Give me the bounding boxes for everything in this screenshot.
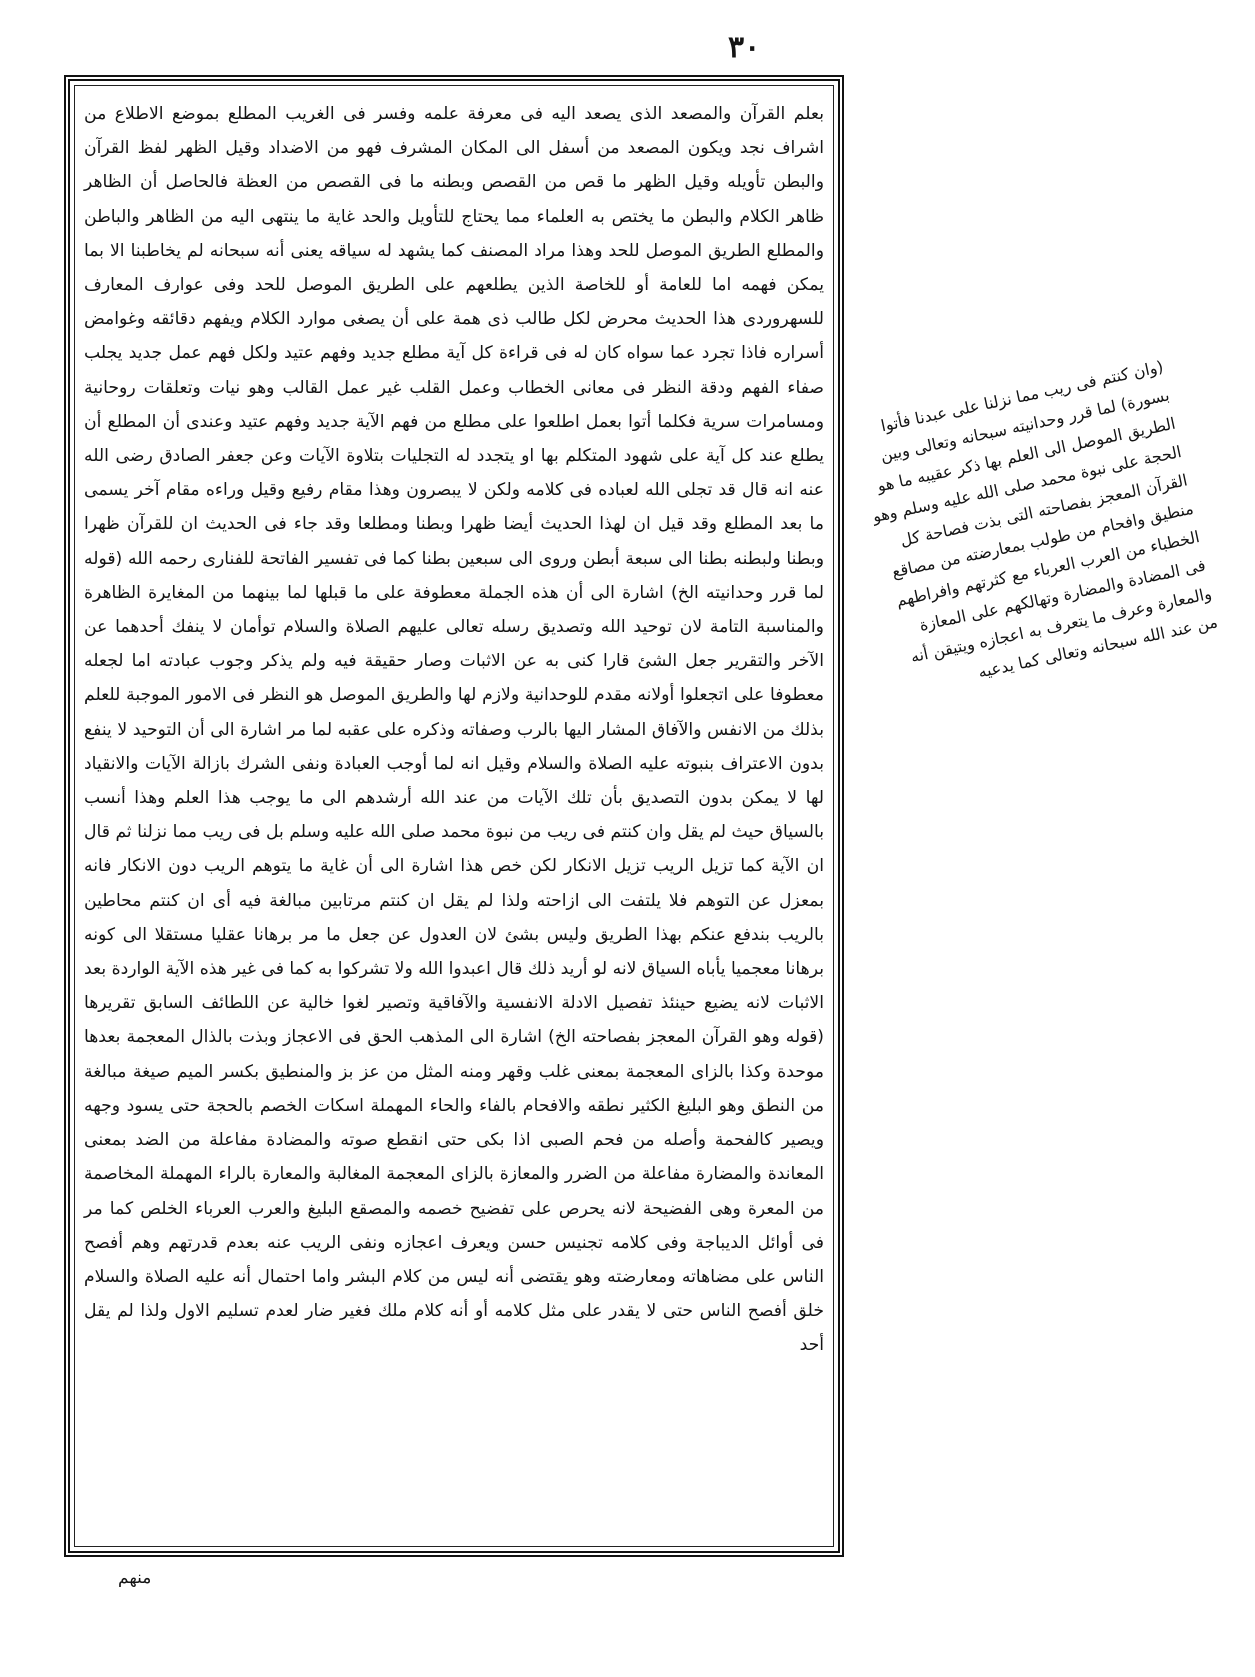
catchword: منهم [118,1568,152,1588]
margin-note: (وان كنتم فى ريب مما نزلنا على عبدنا فأتوا بسورة) لما قرر وحدانيته سبحانه وتعالى وبين الطريق الموصل الى العلم بها ذكر عقيبه ما هو الحجة على نبوة محمد صلى الله عليه وسلم وهو القرآن المعجز بفصاحته التى بذت فصاحة كل منطيق وافحام من طولب بمعارضته من مصاقع الخطباء من العرب العرباء مع كثرتهم وافراطهم فى المضادة والمضارة وتهالكهم على المعازة والمعارة وعرف ما يتعرف به اعجازه ويتيقن أنه من عند الله سبحانه وتعالى كما يدعيه [870,356,1220,682]
text-frame [64,75,844,1557]
main-commentary-text: بعلم القرآن والمصعد الذى يصعد اليه فى معرفة علمه وفسر فى الغريب المطلع بموضع الاطلاع من اشراف نجد ويكون المصعد من أسفل الى المكان المشرف فهو من الاضداد وقيل الظهر لفظ القرآن والبطن تأويله وقيل الظهر ما قص من القصص وبطنه ما فى القصص من العظة فالحاصل أن الظاهر ظاهر الكلام والبطن ما يختص به العلماء مما يحتاج للتأويل والحد غاية ما ينتهى اليه من الظاهر والباطن والمطلع الطريق الموصل للحد وهذا مراد المصنف كما يشهد له سياقه يعنى أنه سبحانه لم يخاطبنا الا بما يمكن فهمه اما للعامة أو للخاصة الذين يطلعهم على الطريق الموصل للحد وفى عوارف المعارف للسهروردى هذا الحديث محرض لكل طالب ذى همة على أن يصغى موارد الكلام ويفهم دقائقه وغوامض أسراره فاذا تجرد عما سواه كان له فى قراءة كل آية مطلع جديد وفهم عتيد ولكل فهم عمل جديد يجلب صفاء الفهم ودقة النظر فى معانى الخطاب وعمل القلب غير عمل القالب وهو نيات وتعلقات روحانية ومسامرات سرية فكلما أتوا بعمل اطلعوا على مطلع من فهم الآية جديد وفهم عتيد وعندى أن المطلع أن يطلع عند كل آية على شهود المتكلم بها او يتجدد له التجليات بتلاوة الآيات وعن جعفر الصادق رضى الله عنه انه قال قد تجلى الله لعباده فى كلامه ولكن لا يبصرون وهذا مقام رفيع وقيل وراءه مقام آخر يسمى ما بعد المطلع وقد قيل ان لهذا الحديث أيضا ظهرا وبطنا ومطلعا وقد جاء فى الحديث ان للقرآن ظهرا وبطنا ولبطنه بطنا الى سبعة أبطن وروى الى سبعين بطنا كما فى تفسير الفاتحة للفنارى رحمه الله (قوله لما قرر وحدانيته الخ) اشارة الى أن هذه الجملة معطوفة على ما قبلها لما بينهما من المغايرة الظاهرة والمناسبة التامة لان توحيد الله وتصديق رسله تعالى عليهم الصلاة والسلام توأمان لا ينفك أحدهما عن الآخر والتقرير جعل الشئ قارا كنى به عن الاثبات وصار حقيقة فيه ولم يذكر وجوب عبادته اما لجعله معطوفا على اتجعلوا أولانه مقدم للوحدانية ولازم لها والطريق الموصل هو النظر فى الامور الموجبة للعلم بذلك من الانفس والآفاق المشار اليها بالرب وصفاته وذكره على عقبه لما مر اشارة الى أن التوحيد لا ينفع بدون الاعتراف بنبوته عليه الصلاة والسلام وقيل انه لما أوجب العبادة ونفى الشرك بازالة الآيات والانقياد لها لا يمكن بدون التصديق بأن تلك الآيات من عند الله أرشدهم الى ما يوجب هذا العلم وهذا أنسب بالسياق حيث لم يقل وان كنتم فى ريب من نبوة محمد صلى الله عليه وسلم بل فى ريب مما نزلنا ثم قال ان الآية كما تزيل الريب تزيل الانكار لكن خص هذا اشارة الى أن غاية ما يتوهم الريب دون الانكار فانه بمعزل عن التوهم فلا يلتفت الى ازاحته ولذا لم يقل ان كنتم مرتابين مبالغة فيه أى ان كنتم محاطين بالريب بندفع عنكم بهذا الطريق وليس بشئ لان العدول عن جعل ما مر برهانا عقليا مستقلا الى كونه برهانا معجميا يأباه السياق لانه لو أريد ذلك قال اعبدوا الله ولا تشركوا به كما فى غير هذه الآية الواردة بعد الاثبات لانه يضيع حينئذ تفصيل الادلة الانفسية والآفاقية وتصير لغوا خالية عن اللطائف السابق تقريرها (قوله وهو القرآن المعجز بفصاحته الخ) اشارة الى المذهب الحق فى الاعجاز وبذت بالذال المعجمة بعدها موحدة وكذا بالزاى المعجمة بمعنى غلب وقهر ومنه المثل من عز بز والمنطيق بكسر الميم صيغة مبالغة من النطق وهو البليغ الكثير نطقه والافحام بالفاء والحاء المهملة اسكات الخصم بالحجة حتى يسود وجهه ويصير كالفحمة وأصله من فحم الصبى اذا بكى حتى انقطع صوته والمضادة مفاعلة من الضد بمعنى المعاندة والمضارة مفاعلة من الضرر والمعازة بالزاى المعجمة المغالبة والمعارة بالراء المهملة المخاصمة من المعرة وهى الفضيحة لانه يحرص على تفضيح خصمه والمصقع البليغ والعرب العرباء الخلص كما مر فى أوائل الديباجة وفى كلامه تجنيس حسن ويعرف اعجازه ونفى الريب عنه بعدم قدرتهم وهم أفصح الناس على مضاهاته ومعارضته وهو يقتضى أنه ليس من كلام البشر واما احتمال أنه عليه الصلاة والسلام خلق أفصح الناس حتى لا يقدر على مثل كلامه أو أنه كلام ملك فغير ضار لعدم تسليم الاول ولذا لم يقل أحد [84,104,824,1356]
page-number: ٣٠ [728,30,761,65]
